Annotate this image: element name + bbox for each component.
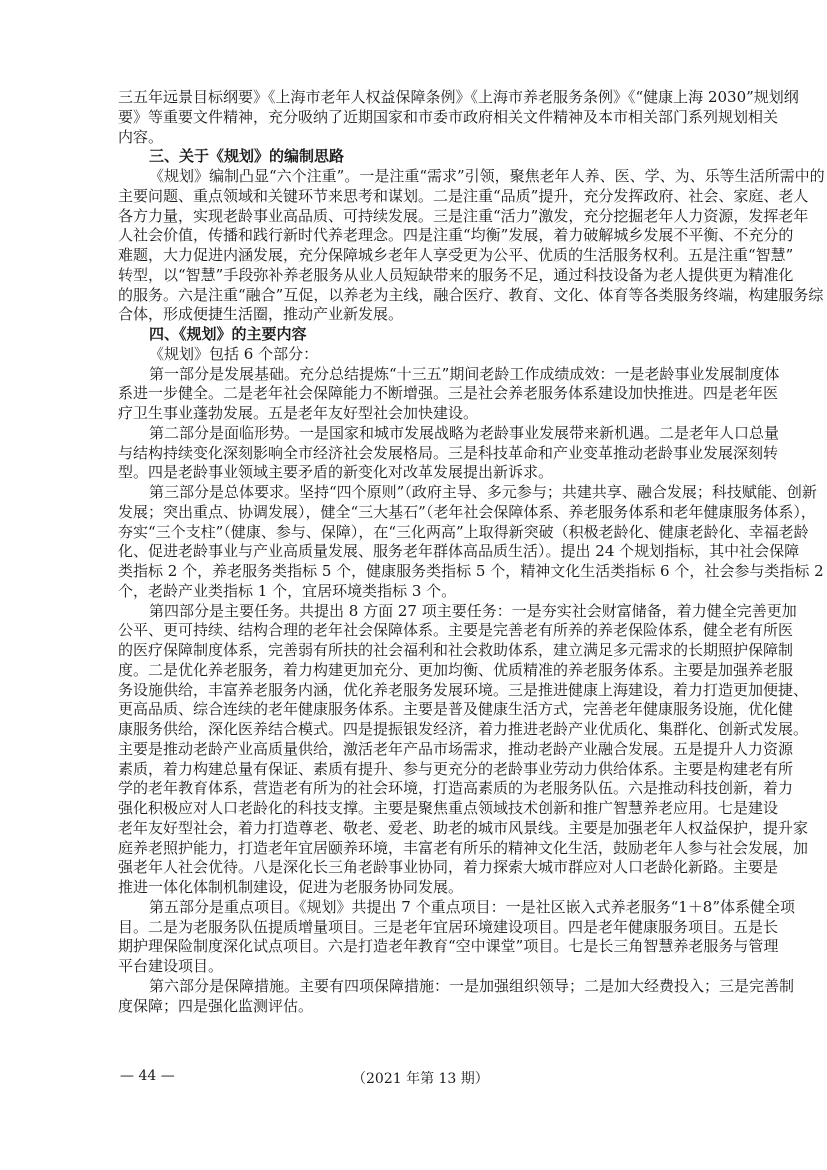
text-line: 四、《规划》的主要内容 bbox=[149, 325, 307, 343]
paragraph bbox=[118, 483, 824, 602]
section-heading bbox=[118, 147, 723, 167]
text-line: 《规划》包括 6 个部分： bbox=[149, 344, 319, 363]
text-line: 素质，着力构建总量有保证、素质有提升、参与更充分的老龄事业劳动力供给体系。主要是构建老有所 bbox=[118, 759, 794, 778]
text-line: 更高品质、综合连续的老年健康服务体系。主要是普及健康生活方式，完善老年健康服务设施，优化健 bbox=[118, 700, 794, 719]
text-line: 合体，形成便捷生活圈，推动产业新发展。 bbox=[118, 305, 404, 324]
text-line: 强化积极应对人口老龄化的科技支撑。主要是聚焦重点领域技术创新和推广智慧养老应用。七是建设 bbox=[118, 799, 779, 817]
text-line: 目。二是为老服务队伍提质增量项目。三是老年宜居环境建设项目。四是老年健康服务项目。五是长 bbox=[118, 917, 779, 936]
paragraph bbox=[118, 167, 825, 325]
text-line: 学的老年教育体系，营造老有所为的社会环境，打造高素质的为老服务队伍。六是推动科技创新，着力 bbox=[118, 779, 794, 798]
text-line: 化、促进老龄事业与产业高质量发展、服务老年群体高品质生活）。提出 24 个规划指标，其中社会保障 bbox=[118, 542, 800, 561]
text-line: 第一部分是发展基础。充分总结提炼“十三五”期间老龄工作成绩成效：一是老龄事业发展制度体 bbox=[149, 364, 780, 383]
text-line: 主要问题、重点领域和关键环节来思考和谋划。二是注重“品质”提升，充分发挥政府、社会、家庭、老人 bbox=[118, 186, 809, 205]
issue-label: （2021 年第 13 期） bbox=[352, 1071, 489, 1087]
text-line: 期护理保险制度深化试点项目。六是打造老年教育“空中课堂”项目。七是长三角智慧养老服务与管理 bbox=[118, 937, 779, 956]
text-line: 第六部分是保障措施。主要有四项保障措施：一是加强组织领导；二是加大经费投入；三是完善制 bbox=[149, 976, 795, 995]
text-line: 的服务。六是注重“融合”互促，以养老为主线，融合医疗、教育、文化、体育等各类服务终端，构建服务综 bbox=[118, 285, 824, 304]
text-line: 主要是推动老龄产业高质量供给，激活老年产品市场需求，推动老龄产业融合发展。五是提升人力资源 bbox=[118, 739, 794, 758]
text-line: 强老年人社会优待。八是深化长三角老龄事业协同，着力探索大城市群应对人口老龄化新路。主要是 bbox=[118, 858, 779, 877]
text-line: 第二部分是面临形势。一是国家和城市发展战略为老龄事业发展带来新机遇。二是老年人口总量 bbox=[149, 423, 780, 442]
text-line: 务设施供给，丰富养老服务内涵，优化养老服务发展环境。三是推进健康上海建设，着力打造更加便捷、 bbox=[118, 680, 809, 699]
paragraph bbox=[118, 88, 799, 147]
text-line: 第三部分是总体要求。坚持“四个原则”（政府主导、多元参与；共建共享、融合发展；科技赋能、创新 bbox=[149, 483, 817, 501]
text-line: 型。四是老龄事业领域主要矛盾的新变化对改革发展提出新诉求。 bbox=[118, 463, 554, 482]
text-line: 的医疗保障制度体系，完善弱有所扶的社会福利和社会救助体系，建立满足多元需求的长期照护保障制 bbox=[118, 641, 794, 659]
text-line: 转型，以“智慧”手段弥补养老服务从业人员短缺带来的服务不足，通过科技设备为老人提供更为精准化 bbox=[118, 265, 794, 284]
text-line: 类指标 2 个，养老服务类指标 5 个，健康服务类指标 5 个，精神文化生活类指标 6 个，社会参与类指标 2 bbox=[118, 562, 824, 580]
text-line: 内容。 bbox=[118, 127, 164, 146]
paragraph bbox=[118, 897, 796, 977]
text-line: 人社会价值，传播和践行新时代养老理念。四是注重“均衡”发展，着力破解城乡发展不平衡、不充分的 bbox=[118, 226, 794, 245]
text-line: 三五年远景目标纲要》《上海市老年人权益保障条例》《上海市养老服务条例》《“健康上海 2030”规划纲 bbox=[118, 88, 799, 106]
paragraph bbox=[118, 423, 780, 483]
text-line: 发展；突出重点、协调发展），健全“三大基石”（老年社会保障体系、养老服务体系和老年健康服务体系）， bbox=[118, 502, 816, 521]
text-line: 庭养老照护能力，打造老年宜居颐养环境，丰富老有所乐的精神文化生活，鼓励老年人参与社会发展，加 bbox=[118, 838, 809, 857]
text-line: 要》等重要文件精神，充分吸纳了近期国家和市委市政府相关文件精神及本市相关部门系列规划相关 bbox=[118, 107, 779, 126]
page-number: — 44 — bbox=[120, 1068, 175, 1084]
text-line: 度。二是优化养老服务，着力构建更加充分、更加均衡、优质精准的养老服务体系。主要是加强养老服 bbox=[118, 660, 794, 679]
paragraph bbox=[118, 601, 809, 898]
text-line: 《规划》编制凸显“六个注重”。一是注重“需求”引领，聚焦老年人养、医、学、为、乐等生活所需中的 bbox=[149, 167, 825, 185]
text-line: 平台建设项目。 bbox=[118, 957, 224, 975]
text-line: 公平、更可持续、结构合理的老年社会保障体系。主要是完善老有所养的养老保险体系，健全老有所医 bbox=[118, 621, 794, 640]
text-line: 康服务供给，深化医养结合模式。四是提振银发经济，着力推进老龄产业优质化、集群化、创新式发展。 bbox=[118, 720, 809, 738]
text-line: 与结构持续变化深刻影响全市经济社会发展格局。三是科技革命和产业变革推动老龄事业发展深刻转 bbox=[118, 443, 779, 462]
text-line: 老年友好型社会，着力打造尊老、敬老、爱老、助老的城市风景线。主要是加强老年人权益保护，提升家 bbox=[118, 818, 809, 837]
paragraph bbox=[118, 976, 795, 1017]
text-line: 各方力量，实现老龄事业高品质、可持续发展。三是注重“活力”激发，充分挖掘老年人力资源，发挥老年 bbox=[118, 206, 809, 225]
paragraph bbox=[118, 345, 723, 365]
text-line: 难题，大力促进内涵发展，充分保障城乡老年人享受更为公平、优质的生活服务权利。五是注重“智慧” bbox=[118, 246, 794, 264]
text-line: 疗卫生事业蓬勃发展。五是老年友好型社会加快建设。 bbox=[118, 404, 479, 422]
text-line: 系进一步健全。二是老年社会保障能力不断增强。三是社会养老服务体系建设加快推进。四是老年医 bbox=[118, 384, 779, 403]
paragraph bbox=[118, 364, 780, 424]
text-line: 度保障；四是强化监测评估。 bbox=[118, 996, 314, 1015]
document-body bbox=[118, 88, 825, 1016]
text-line: 个，老龄产业类指标 1 个，宜居环境类指标 3 个。 bbox=[118, 581, 457, 600]
text-line: 推进一体化体制机制建设，促进为老服务协同发展。 bbox=[118, 878, 464, 896]
text-line: 第五部分是重点项目。《规划》共提出 7 个重点项目：一是社区嵌入式养老服务“1＋8”体系健全项 bbox=[149, 897, 796, 916]
section-heading bbox=[118, 325, 723, 345]
text-line: 三、关于《规划》的编制思路 bbox=[149, 147, 345, 166]
text-line: 第四部分是主要任务。共提出 8 方面 27 项主要任务：一是夯实社会财富储备，着力健全完善更加 bbox=[149, 601, 797, 620]
text-line: 夯实“三个支柱”（健康、参与、保障），在“三化两高”上取得新突破（积极老龄化、健康老龄化、幸福老龄 bbox=[118, 522, 809, 541]
